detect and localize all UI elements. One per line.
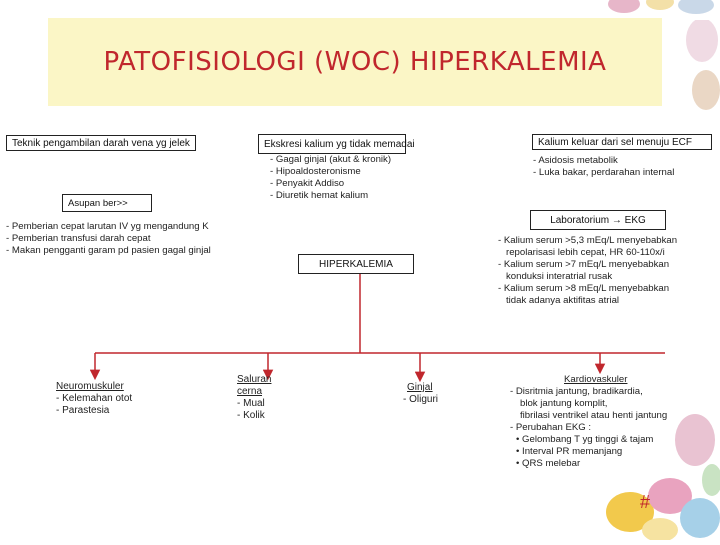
effect-saluran-cerna: Saluran cerna - Mual - Kolik: [237, 374, 272, 421]
box-kalium-keluar: Kalium keluar dari sel menuju ECF: [532, 134, 712, 150]
lab-findings-list: - Kalium serum >5,3 mEq/L menyebabkan repolarisasi lebih cepat, HR 60-110x/i - Kalium serum >7 mEq/L menyebabkan konduksi interatrial rusak - Kalium serum >8 mEq/L menyebabkan tidak adanya aktifitas atrial: [498, 235, 678, 306]
box-asupan: Asupan ber>>: [62, 194, 152, 212]
decorative-candy-eggs: [600, 400, 720, 540]
effect-neuromuskuler: Neuromuskuler - Kelemahan otot - Parastesia: [56, 381, 133, 416]
box-laboratorium: Laboratorium → EKG: [530, 210, 666, 230]
kalium-causes-list: - Asidosis metabolik - Luka bakar, perdarahan internal: [533, 155, 675, 178]
box-hiperkalemia: HIPERKALEMIA: [298, 254, 414, 274]
ekskresi-causes-list: - Gagal ginjal (akut & kronik) - Hipoaldosteronisme - Penyakit Addiso - Diuretik hemat kalium: [270, 154, 392, 201]
asupan-causes-list: - Pemberian cepat larutan IV yg mengandung K - Pemberian transfusi darah cepat - Makan pengganti garam pd pasien gagal ginjal: [6, 221, 211, 256]
page-title: PATOFISIOLOGI (WOC) HIPERKALEMIA: [103, 47, 607, 77]
box-teknik: Teknik pengambilan darah vena yg jelek: [6, 135, 196, 151]
box-ekskresi: Ekskresi kalium yg tidak memadai: [258, 134, 406, 154]
effect-ginjal: Ginjal - Oliguri: [403, 382, 439, 405]
page-number-mark: #: [640, 492, 651, 512]
effect-kardiovaskuler: Kardiovaskuler - Disritmia jantung, bradikardia, blok jantung komplit, fibrilasi ventrikel atau henti jantung - Perubahan EKG : • Gelombang T yg tinggi & tajam • Interval PR memanjang • QRS melebar: [510, 374, 668, 469]
